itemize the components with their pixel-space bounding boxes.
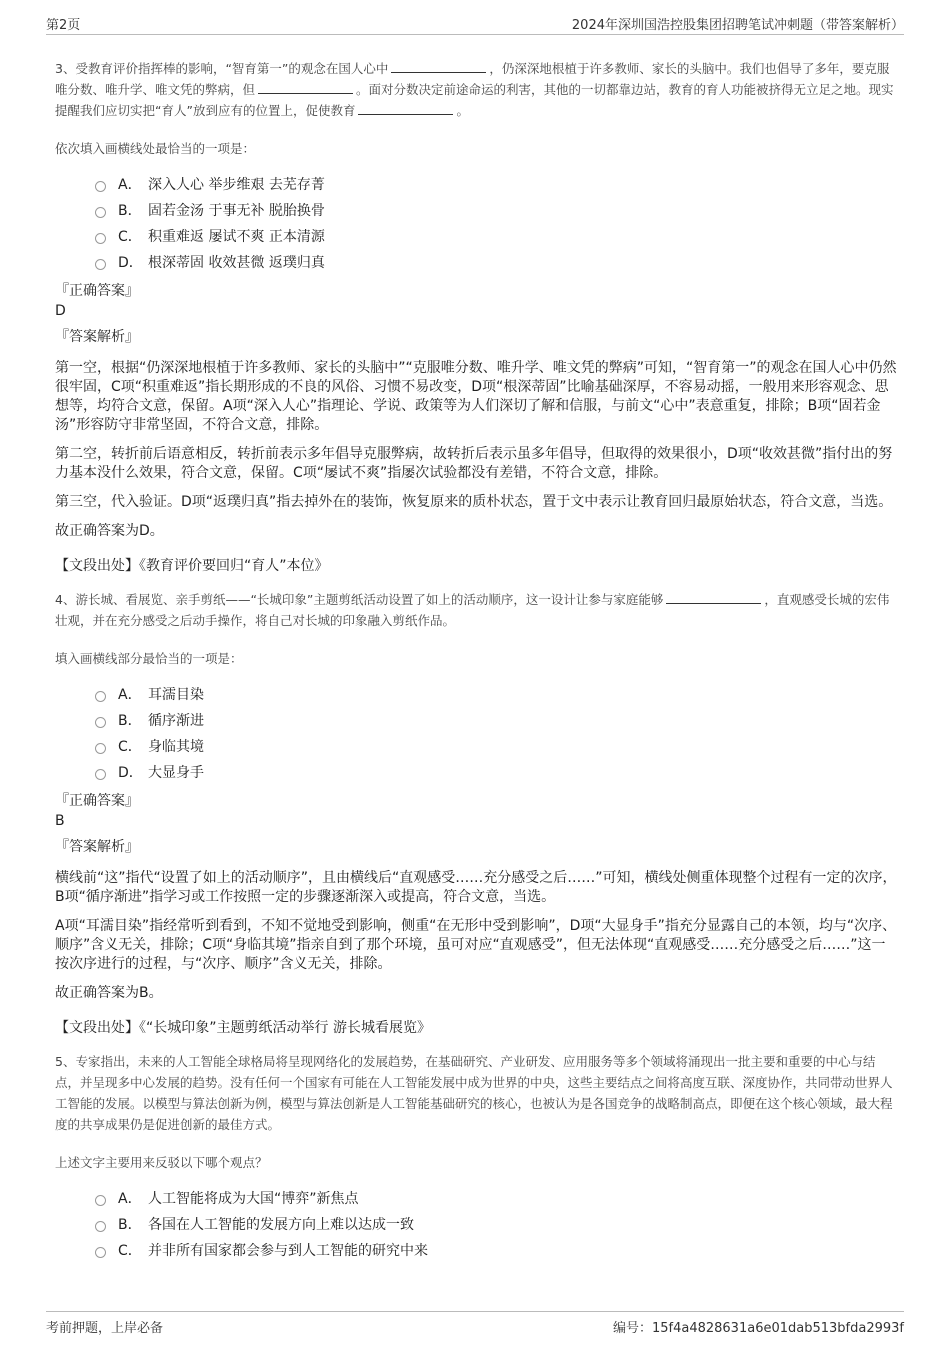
- option-a[interactable]: A． 耳濡目染: [95, 681, 897, 707]
- question-5-prompt: 上述文字主要用来反驳以下哪个观点？: [55, 1155, 268, 1170]
- answer-label: 『正确答案』: [55, 793, 139, 809]
- option-b[interactable]: B． 各国在人工智能的发展方向上难以达成一致: [95, 1211, 897, 1237]
- source-citation: 【文段出处】《“长城印象”主题剪纸活动举行 游长城看展览》: [55, 1020, 431, 1036]
- analysis-paragraph: 横线前“这”指代“设置了如上的活动顺序”，且由横线后“直观感受……充分感受之后……”可知，横线处侧重体现整个过程有一定的次序，B项“循序渐进”指学习或工作按照一定的步骤逐渐深入或提高，符合文意，当选。: [55, 870, 897, 905]
- radio-icon[interactable]: [95, 717, 106, 728]
- radio-icon[interactable]: [95, 207, 106, 218]
- blank-line: [666, 591, 761, 604]
- radio-icon[interactable]: [95, 1195, 106, 1206]
- page-number: 第2页: [46, 18, 81, 33]
- radio-icon[interactable]: [95, 233, 106, 244]
- question-4-options: [95, 681, 897, 785]
- question-3-options: [95, 171, 897, 275]
- option-c[interactable]: C． 身临其境: [95, 733, 897, 759]
- radio-icon[interactable]: [95, 259, 106, 270]
- footer-slogan: 考前押题，上岸必备: [46, 1321, 164, 1336]
- analysis-conclusion: 故正确答案为B。: [55, 985, 163, 1001]
- option-a[interactable]: A． 人工智能将成为大国“博弈”新焦点: [95, 1185, 897, 1211]
- radio-icon[interactable]: [95, 769, 106, 780]
- question-4-prompt: 填入画横线部分最恰当的一项是：: [55, 651, 243, 666]
- radio-icon[interactable]: [95, 1221, 106, 1232]
- blank-line: [258, 81, 353, 94]
- page-header: [46, 14, 904, 35]
- question-4-stem: 4、游长城、看展览、亲手剪纸——“长城印象”主题剪纸活动设置了如上的活动顺序，这一设计让参与家庭能够 ，直观感受长城的宏伟壮观，并在充分感受之后动手操作，将自己对长城的印象融入剪纸作品。: [55, 592, 890, 628]
- analysis-label: 『答案解析』: [55, 329, 139, 345]
- question-5: [55, 1051, 897, 1263]
- option-c[interactable]: C． 并非所有国家都会参与到人工智能的研究中来: [95, 1237, 897, 1263]
- radio-icon[interactable]: [95, 691, 106, 702]
- question-5-stem: 5、专家指出，未来的人工智能全球格局将呈现网络化的发展趋势，在基础研究、产业研发、应用服务等多个领域将涌现出一批主要和重要的中心与结点，并呈现多中心发展的趋势。没有任何一个国家有可能在人工智能发展中成为世界的中央，这些主要结点之间将高度互联、深度协作，共同带动世界人工智能的发展。以模型与算法创新为例，模型与算法创新是人工智能基础研究的核心，也被认为是各国竞争的战略制高点，即便在这个核心领域，最大程度的共享成果仍是促进创新的最佳方式。: [55, 1054, 893, 1132]
- question-5-options: [95, 1185, 897, 1263]
- question-3: [55, 58, 897, 575]
- option-c[interactable]: C． 积重难返 屡试不爽 正本清源: [95, 223, 897, 249]
- analysis-conclusion: 故正确答案为D。: [55, 523, 164, 539]
- radio-icon[interactable]: [95, 1247, 106, 1258]
- analysis-label: 『答案解析』: [55, 839, 139, 855]
- document-id: 编号：15f4a4828631a6e01dab513bfda2993f: [612, 1321, 904, 1336]
- answer-value: D: [55, 303, 66, 319]
- analysis-paragraph: A项“耳濡目染”指经常听到看到，不知不觉地受到影响，侧重“在无形中受到影响”，D项“大显身手”指充分显露自己的本领，均与“次序、顺序”含义无关，排除；C项“身临其境”指亲自到了那个环境，虽可对应“直观感受”，但无法体现“直观感受……充分感受之后……”这一按次序进行的过程，与“次序、顺序”含义无关，排除。: [55, 918, 897, 972]
- source-citation: 【文段出处】《教育评价要回归“育人”本位》: [55, 558, 329, 574]
- option-a[interactable]: A． 深入人心 举步维艰 去芜存菁: [95, 171, 897, 197]
- analysis-paragraph: 第三空，代入验证。D项“返璞归真”指去掉外在的装饰，恢复原来的质朴状态，置于文中表示让教育回归最原始状态，符合文意，当选。: [55, 494, 893, 510]
- option-b[interactable]: B． 循序渐进: [95, 707, 897, 733]
- blank-line: [391, 60, 486, 73]
- answer-value: B: [55, 813, 65, 829]
- radio-icon[interactable]: [95, 743, 106, 754]
- option-b[interactable]: B． 固若金汤 于事无补 脱胎换骨: [95, 197, 897, 223]
- analysis-paragraph: 第二空，转折前后语意相反，转折前表示多年倡导克服弊病，故转折后表示虽多年倡导，但取得的效果很小，D项“收效甚微”指付出的努力基本没什么效果，符合文意，保留。C项“屡试不爽”指屡次试验都没有差错，不符合文意，排除。: [55, 446, 893, 481]
- option-d[interactable]: D． 根深蒂固 收效甚微 返璞归真: [95, 249, 897, 275]
- radio-icon[interactable]: [95, 181, 106, 192]
- answer-label: 『正确答案』: [55, 283, 139, 299]
- question-3-stem: 3、受教育评价指挥棒的影响，“智育第一”的观念在国人心中 ，仍深深地根植于许多教师、家长的头脑中。我们也倡导了多年，要克服唯分数、唯升学、唯文凭的弊病，但 。面对分数决定前途命运的利害，其他的一切都靠边站，教育的育人功能被挤得无立足之地。现实提醒我们应切实把“育人”放到应有的位置上，促使教育 。: [55, 61, 894, 118]
- analysis-paragraph: 第一空，根据“仍深深地根植于许多教师、家长的头脑中”“克服唯分数、唯升学、唯文凭的弊病”可知，“智育第一”的观念在国人心中仍然很牢固，C项“积重难返”指长期形成的不良的风俗、习惯不易改变，D项“根深蒂固”比喻基础深厚，不容易动摇，一般用来形容观念、思想等，均符合文意，保留。A项“深入人心”指理论、学说、政策等为人们深切了解和信服，与前文“心中”表意重复，排除；B项“固若金汤”形容防守非常坚固，不符合文意，排除。: [55, 360, 897, 433]
- blank-line: [358, 102, 453, 115]
- question-4: [55, 589, 897, 1037]
- document-title: 2024年深圳国浩控股集团招聘笔试冲刺题（带答案解析）: [571, 18, 904, 33]
- page-footer: [46, 1311, 904, 1336]
- question-3-prompt: 依次填入画横线处最恰当的一项是：: [55, 141, 256, 156]
- option-d[interactable]: D． 大显身手: [95, 759, 897, 785]
- page-content: [55, 58, 897, 1263]
